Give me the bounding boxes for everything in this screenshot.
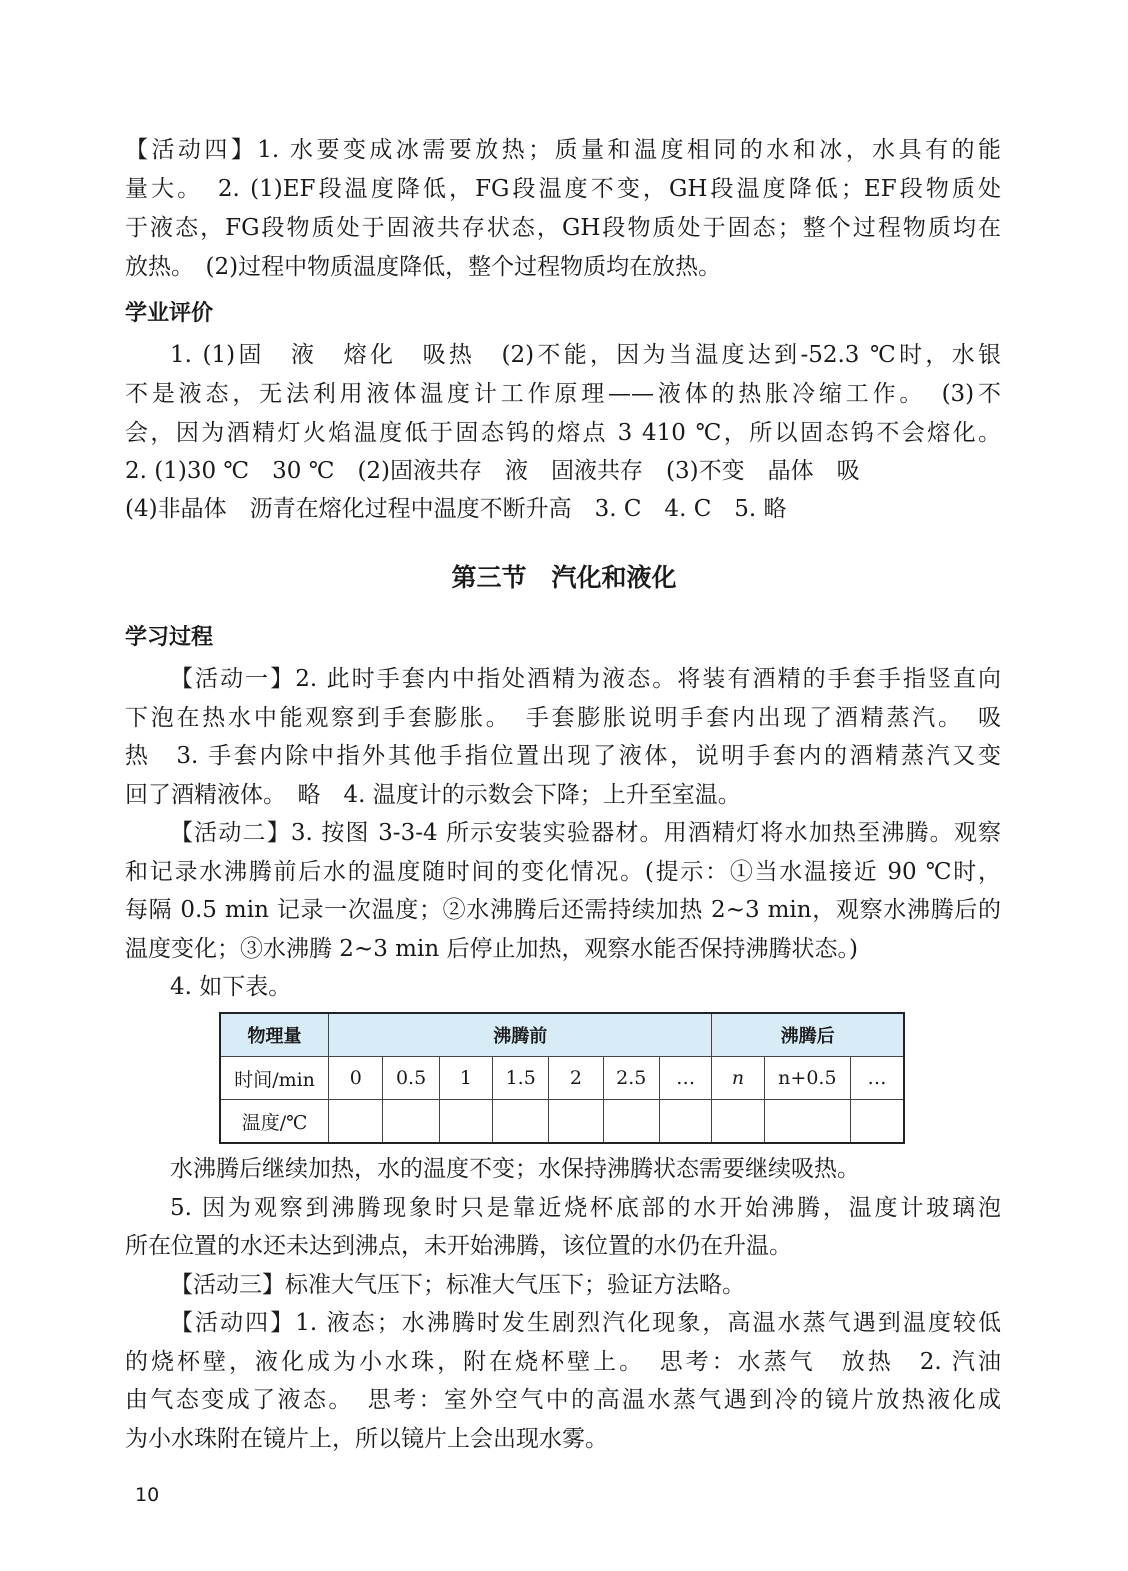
table-cell	[659, 1100, 711, 1144]
page-number: 10	[135, 1484, 160, 1506]
table-cell	[383, 1100, 439, 1144]
table-header-row	[220, 1013, 904, 1057]
table-cell	[603, 1100, 659, 1144]
table-row-label: 温度/℃	[220, 1100, 329, 1144]
text-line: 回了酒精液体。 略 4. 温度计的示数会下降；上升至室温。	[125, 782, 741, 808]
text-line: 放热。 (2)过程中物质温度降低，整个过程物质均在放热。	[125, 254, 722, 280]
table-cell	[712, 1100, 764, 1144]
text-line: 不是液态，无法利用液体温度计工作原理——液体的热胀冷缩工作。 (3)不	[125, 381, 1001, 407]
table-row	[220, 1100, 904, 1144]
text-line: 【活动二】3. 按图 3-3-4 所示安装实验器材。用酒精灯将水加热至沸腾。观察	[170, 820, 1001, 846]
table-cell: n+0.5	[764, 1057, 850, 1100]
text-line: 和记录水沸腾前后水的温度随时间的变化情况。(提示：①当水温接近 90 ℃时，	[125, 859, 1001, 885]
table-cell	[493, 1100, 549, 1144]
heading-evaluation: 学业评价	[125, 301, 214, 326]
table-cell	[851, 1100, 904, 1144]
table-cell: 0.5	[383, 1057, 439, 1100]
table-cell	[329, 1100, 383, 1144]
text-line: 所在位置的水还未达到沸点，未开始沸腾，该位置的水仍在升温。	[125, 1233, 792, 1259]
text-line: 热 3. 手套内除中指外其他手指位置出现了液体，说明手套内的酒精蒸汽又变	[125, 743, 1001, 769]
text-line: (4)非晶体 沥青在熔化过程中温度不断升高 3. C 4. C 5. 略	[125, 496, 787, 522]
table-cell: 1.5	[493, 1057, 549, 1100]
boiling-data-table	[219, 1012, 905, 1144]
text-line: 下泡在热水中能观察到手套膨胀。 手套膨胀说明手套内出现了酒精蒸汽。 吸	[125, 705, 1001, 731]
text-line: 量大。 2. (1)EF段温度降低，FG段温度不变，GH段温度降低；EF段物质处	[125, 176, 1001, 202]
text-line: 每隔 0.5 min 记录一次温度；②水沸腾后还需持续加热 2~3 min，观察水沸腾后的	[125, 897, 1001, 923]
text-line: 温度变化；③水沸腾 2~3 min 后停止加热，观察水能否保持沸腾状态。)	[125, 936, 858, 962]
table-cell	[439, 1100, 492, 1144]
text-line: 5. 因为观察到沸腾现象时只是靠近烧杯底部的水开始沸腾，温度计玻璃泡	[170, 1195, 1001, 1221]
text-line: 于液态，FG段物质处于固液共存状态，GH段物质处于固态；整个过程物质均在	[125, 215, 1001, 241]
text-line: 【活动四】1. 液态；水沸腾时发生剧烈汽化现象，高温水蒸气遇到温度较低	[170, 1310, 1001, 1336]
text-line: 【活动四】1. 水要变成冰需要放热；质量和温度相同的水和冰，水具有的能	[125, 137, 1001, 163]
table-cell: 2	[549, 1057, 603, 1100]
table-cell: …	[659, 1057, 711, 1100]
text-line: 1. (1)固 液 熔化 吸热 (2)不能，因为当温度达到-52.3 ℃时，水银	[170, 342, 1001, 368]
text-line: 水沸腾后继续加热，水的温度不变；水保持沸腾状态需要继续吸热。	[170, 1156, 860, 1182]
table-cell: 2.5	[603, 1057, 659, 1100]
heading-process: 学习过程	[125, 625, 214, 650]
table-cell: 0	[329, 1057, 383, 1100]
section-title: 第三节 汽化和液化	[451, 563, 677, 592]
table-cell: n	[712, 1057, 764, 1100]
table-header-cell: 物理量	[220, 1013, 329, 1057]
text-line: 【活动三】标准大气压下；标准大气压下；验证方法略。	[170, 1272, 745, 1298]
table-cell: …	[851, 1057, 904, 1100]
table-header-cell: 沸腾后	[712, 1013, 904, 1057]
table-row	[220, 1057, 904, 1100]
text-line: 会，因为酒精灯火焰温度低于固态钨的熔点 3 410 ℃，所以固态钨不会熔化。	[125, 420, 1001, 446]
text-line: 2. (1)30 ℃ 30 ℃ (2)固液共存 液 固液共存 (3)不变 晶体 吸	[125, 458, 860, 484]
table-header-cell: 沸腾前	[329, 1013, 712, 1057]
text-line: 【活动一】2. 此时手套内中指处酒精为液态。将装有酒精的手套手指竖直向	[170, 666, 1001, 692]
table-cell: 1	[439, 1057, 492, 1100]
text-line: 的烧杯壁，液化成为小水珠，附在烧杯壁上。 思考：水蒸气 放热 2. 汽油	[125, 1349, 1001, 1375]
table-row-label: 时间/min	[220, 1057, 329, 1100]
table-cell	[549, 1100, 603, 1144]
table-cell	[764, 1100, 850, 1144]
text-line: 为小水珠附在镜片上，所以镜片上会出现水雾。	[125, 1426, 608, 1452]
text-line: 4. 如下表。	[170, 974, 292, 1000]
text-line: 由气态变成了液态。 思考：室外空气中的高温水蒸气遇到冷的镜片放热液化成	[125, 1387, 1001, 1413]
